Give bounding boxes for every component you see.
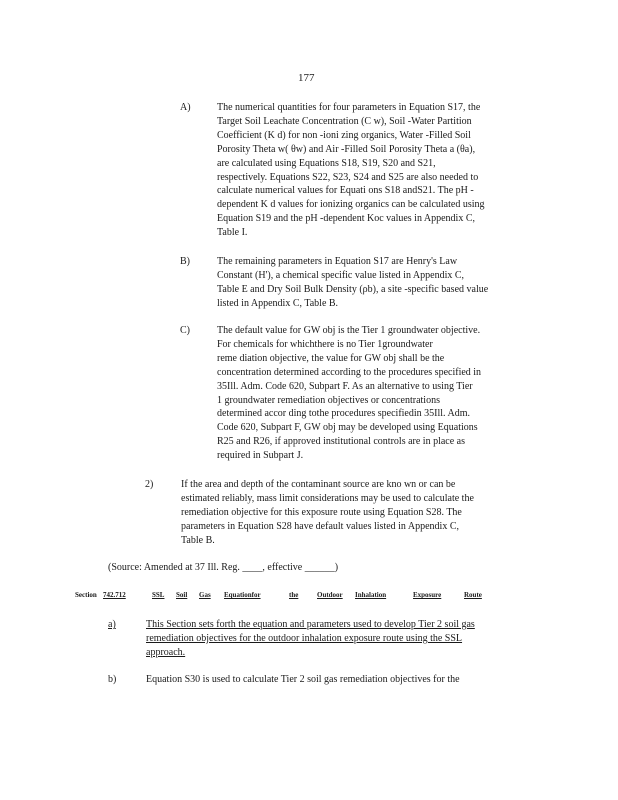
item-a-line: Equation S19 and the pH -dependent Koc values in Appendix C, — [217, 213, 476, 225]
subsection-a-line: approach. — [146, 646, 186, 658]
section-title-word: SSL — [152, 591, 165, 599]
item-a-line: The numerical quantities for four parameters in Equation S17, the — [217, 102, 481, 113]
page-number: 177 — [298, 72, 315, 84]
item-a-label: A) — [180, 102, 191, 113]
item-a-line: calculate numerical values for Equati ons S18 andS21. The pH - — [217, 185, 474, 197]
item-c-line: For chemicals for whichthere is no Tier 1groundwater — [217, 338, 433, 350]
section-title-word: Route — [464, 591, 482, 599]
item-c-line: determined accor ding tothe procedures specifiedin 35Ill. Adm. — [217, 408, 470, 420]
subsection-b-line: Equation S30 is used to calculate Tier 2 soil gas remediation objectives for the — [146, 674, 460, 685]
item-c-line: reme diation objective, the value for GW obj shall be the — [217, 352, 445, 364]
item-c-line: required in Subpart J. — [217, 450, 304, 462]
subsection-a-label: a) — [108, 619, 116, 630]
item-a-line: Target Soil Leachate Concentration (C w), Soil -Water Partition — [217, 115, 472, 127]
item-a-line: are calculated using Equations S18, S19, S20 and S21, — [217, 157, 436, 169]
item-c-line: Code 620, Subpart F, GW obj may be developed using Equations — [217, 422, 478, 434]
section-title-word: Exposure — [413, 591, 442, 599]
section-title-word: Inhalation — [355, 591, 387, 599]
item-2-line: remediation objective for this exposure route using Equation S28. The — [181, 506, 462, 518]
item-c-line: The default value for GW obj is the Tier 1 groundwater objective. — [217, 325, 481, 336]
subsection-b-label: b) — [108, 674, 117, 685]
subsection-b-paragraph — [146, 673, 538, 687]
item-b-line: The remaining parameters in Equation S17 are Henry's Law — [217, 256, 458, 267]
item-a-line: Coefficient (K d) for non -ioni zing organics, Water -Filled Soil — [217, 129, 471, 141]
item-a-paragraph — [217, 101, 535, 240]
item-c-line: concentration determined according to the procedures specified in — [217, 366, 482, 378]
item-c-line: R25 and R26, if approved institutional controls are in place as — [217, 436, 465, 448]
item-c-line: 1 groundwater remediation objectives or concentrations — [217, 394, 440, 406]
subsection-a-line: remediation objectives for the outdoor inhalation exposure route using the SSL — [146, 632, 463, 644]
section-number: 742.712 — [103, 591, 126, 599]
subsection-a-line: This Section sets forth the equation and parameters used to develop Tier 2 soil gas — [146, 619, 475, 630]
item-c-label: C) — [180, 325, 190, 336]
section-title-word: Soil — [176, 591, 188, 599]
section-title-word: Gas — [199, 591, 211, 599]
section-title-word: Outdoor — [317, 591, 343, 599]
item-a-line: dependent K d values for ionizing organics can be calculated using — [217, 199, 485, 211]
item-2-line: Table B. — [181, 534, 215, 546]
item-b-label: B) — [180, 256, 190, 267]
item-2-paragraph — [181, 478, 535, 548]
item-c-paragraph — [217, 324, 535, 463]
item-2-line: parameters in Equation S28 have default values listed in Appendix C, — [181, 520, 459, 532]
subsection-a-paragraph — [146, 618, 538, 660]
item-2-line: If the area and depth of the contaminant source are kno wn or can be — [181, 479, 456, 490]
item-2-label: 2) — [145, 479, 154, 490]
item-b-line: Constant (H'), a chemical specific value listed in Appendix C, — [217, 269, 465, 281]
item-2-line: estimated reliably, mass limit considerations may be used to calculate the — [181, 492, 474, 504]
section-word: Section — [75, 591, 97, 599]
item-b-line: listed in Appendix C, Table B. — [217, 297, 339, 309]
item-a-line: respectively. Equations S22, S23, S24 and S25 are also needed to — [217, 171, 479, 183]
item-b-line: Table E and Dry Soil Bulk Density (ρb), a site -specific based value — [217, 283, 489, 295]
item-b-paragraph — [217, 255, 535, 311]
item-a-line: Porosity Theta w( θw) and Air -Filled Soil Porosity Theta a (θa), — [217, 143, 476, 155]
section-title-word: the — [289, 591, 299, 599]
item-a-line: Table I. — [217, 227, 248, 239]
item-c-line: 35Ill. Adm. Code 620, Subpart F. As an alternative to using Tier — [217, 380, 473, 392]
section-title-word: Equationfor — [224, 591, 261, 599]
source-note: (Source: Amended at 37 Ill. Reg. ____, effective ______) — [108, 562, 339, 573]
